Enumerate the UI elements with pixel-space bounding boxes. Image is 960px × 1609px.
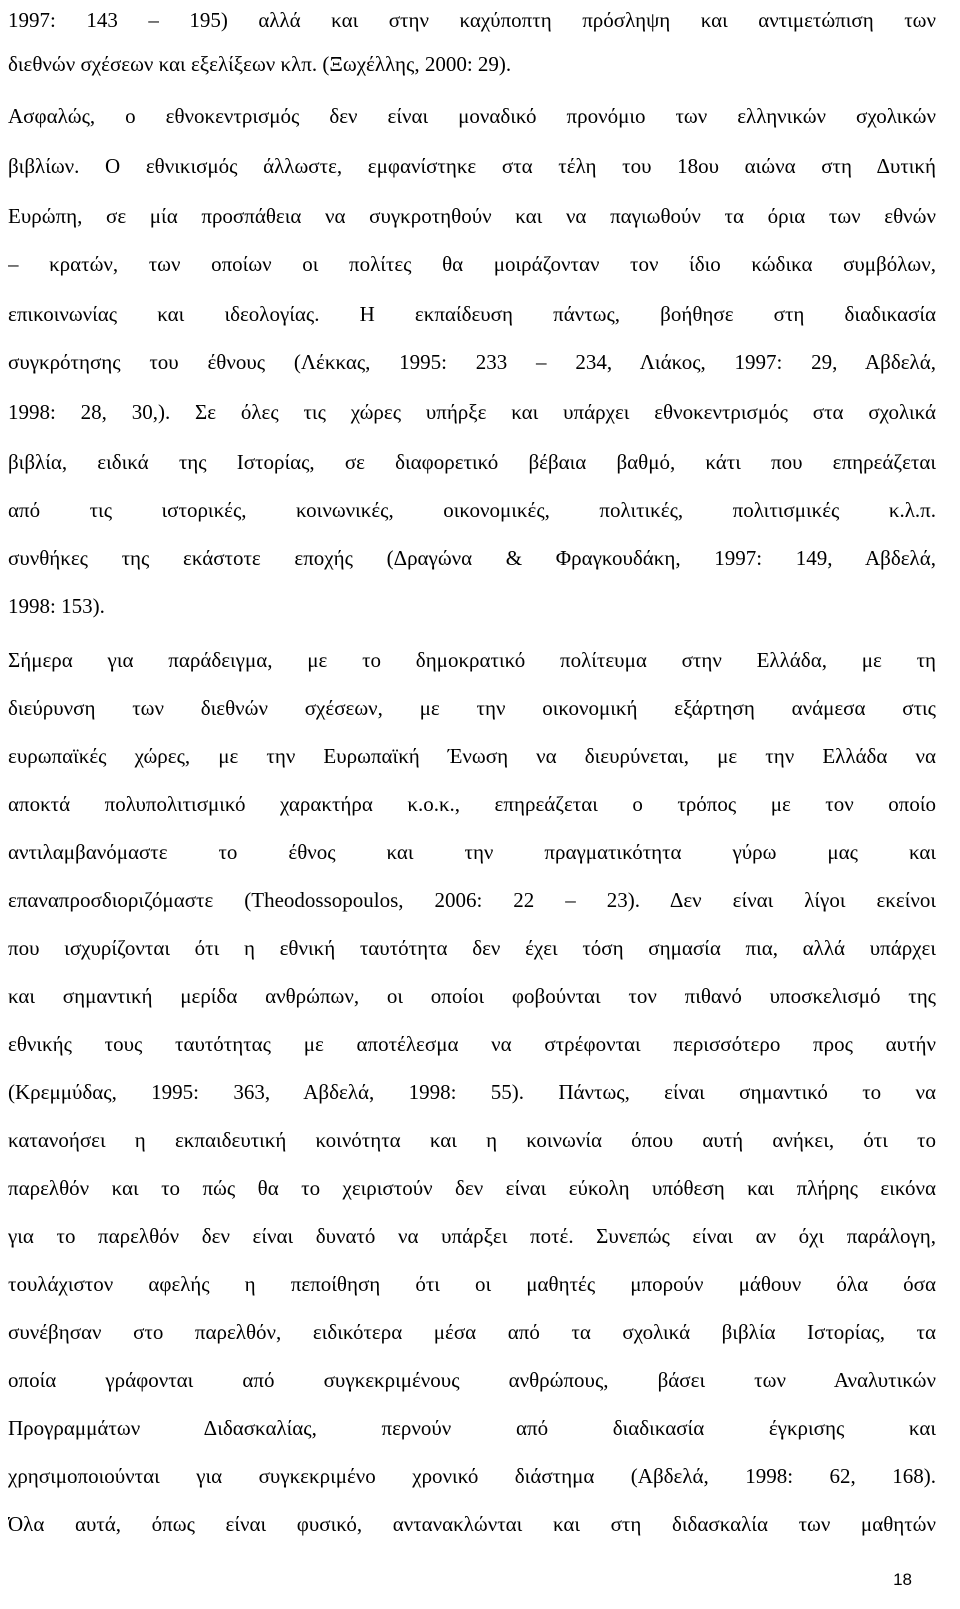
- text-line: που ισχυρίζονται ότι η εθνική ταυτότητα δεν έχει τόση σημασία πια, αλλά υπάρχει: [8, 936, 936, 960]
- text-line: επαναπροσδιοριζόμαστε (Theodossopoulos, 2006: 22 – 23). Δεν είναι λίγοι εκείνοι: [8, 888, 936, 912]
- text-line: Ασφαλώς, ο εθνοκεντρισμός δεν είναι μοναδικό προνόμιο των ελληνικών σχολικών: [8, 104, 936, 128]
- text-line: 1998: 28, 30,). Σε όλες τις χώρες υπήρξε και υπάρχει εθνοκεντρισμός στα σχολικά: [8, 400, 936, 424]
- text-line: βιβλία, ειδικά της Ιστορίας, σε διαφορετικό βέβαια βαθμό, κάτι που επηρεάζεται: [8, 450, 936, 474]
- text-line: επικοινωνίας και ιδεολογίας. Η εκπαίδευση πάντως, βοήθησε στη διαδικασία: [8, 302, 936, 326]
- text-line: διεύρυνση των διεθνών σχέσεων, με την οικονομική εξάρτηση ανάμεσα στις: [8, 696, 936, 720]
- text-line: αποκτά πολυπολιτισμικό χαρακτήρα κ.ο.κ., επηρεάζεται ο τρόπος με τον οποίο: [8, 792, 936, 816]
- text-line: – κρατών, των οποίων οι πολίτες θα μοιράζονταν τον ίδιο κώδικα συμβόλων,: [8, 252, 936, 276]
- text-line: για το παρελθόν δεν είναι δυνατό να υπάρξει ποτέ. Συνεπώς είναι αν όχι παράλογη,: [8, 1224, 936, 1248]
- text-line: από τις ιστορικές, κοινωνικές, οικονομικές, πολιτικές, πολιτισμικές κ.λ.π.: [8, 498, 936, 522]
- text-line: και σημαντική μερίδα ανθρώπων, οι οποίοι φοβούνται τον πιθανό υποσκελισμό της: [8, 984, 936, 1008]
- text-line: βιβλίων. Ο εθνικισμός άλλωστε, εμφανίστηκε στα τέλη του 18ου αιώνα στη Δυτική: [8, 154, 936, 178]
- text-line: αντιλαμβανόμαστε το έθνος και την πραγματικότητα γύρω μας και: [8, 840, 936, 864]
- text-line: κατανοήσει η εκπαιδευτική κοινότητα και η κοινωνία όπου αυτή ανήκει, ότι το: [8, 1128, 936, 1152]
- text-line: 1998: 153).: [8, 594, 105, 618]
- text-line: ευρωπαϊκές χώρες, με την Ευρωπαϊκή Ένωση να διευρύνεται, με την Ελλάδα να: [8, 744, 936, 768]
- text-line: Ευρώπη, σε μία προσπάθεια να συγκροτηθούν και να παγιωθούν τα όρια των εθνών: [8, 204, 936, 228]
- text-line: συγκρότησης του έθνους (Λέκκας, 1995: 233 – 234, Λιάκος, 1997: 29, Αβδελά,: [8, 350, 936, 374]
- text-line: Προγραμμάτων Διδασκαλίας, περνούν από διαδικασία έγκρισης και: [8, 1416, 936, 1440]
- text-line: (Κρεμμύδας, 1995: 363, Αβδελά, 1998: 55). Πάντως, είναι σημαντικό το να: [8, 1080, 936, 1104]
- text-line: παρελθόν και το πώς θα το χειριστούν δεν είναι εύκολη υπόθεση και πλήρης εικόνα: [8, 1176, 936, 1200]
- text-line: 1997: 143 – 195) αλλά και στην καχύποπτη πρόσληψη και αντιμετώπιση των: [8, 8, 936, 32]
- text-line: οποία γράφονται από συγκεκριμένους ανθρώπους, βάσει των Αναλυτικών: [8, 1368, 936, 1392]
- text-line: Όλα αυτά, όπως είναι φυσικό, αντανακλώνται και στη διδασκαλία των μαθητών: [8, 1512, 936, 1536]
- text-line: συνέβησαν στο παρελθόν, ειδικότερα μέσα από τα σχολικά βιβλία Ιστορίας, τα: [8, 1320, 936, 1344]
- text-line: χρησιμοποιούνται για συγκεκριμένο χρονικό διάστημα (Αβδελά, 1998: 62, 168).: [8, 1464, 936, 1488]
- text-line: τουλάχιστον αφελής η πεποίθηση ότι οι μαθητές μπορούν μάθουν όλα όσα: [8, 1272, 936, 1296]
- text-line: συνθήκες της εκάστοτε εποχής (Δραγώνα & Φραγκουδάκη, 1997: 149, Αβδελά,: [8, 546, 936, 570]
- page-number: 18: [893, 1570, 912, 1589]
- text-line: εθνικής τους ταυτότητας με αποτέλεσμα να στρέφονται περισσότερο προς αυτήν: [8, 1032, 936, 1056]
- text-line: Σήμερα για παράδειγμα, με το δημοκρατικό πολίτευμα στην Ελλάδα, με τη: [8, 648, 936, 672]
- text-line: διεθνών σχέσεων και εξελίξεων κλπ. (Ξωχέλλης, 2000: 29).: [8, 52, 512, 76]
